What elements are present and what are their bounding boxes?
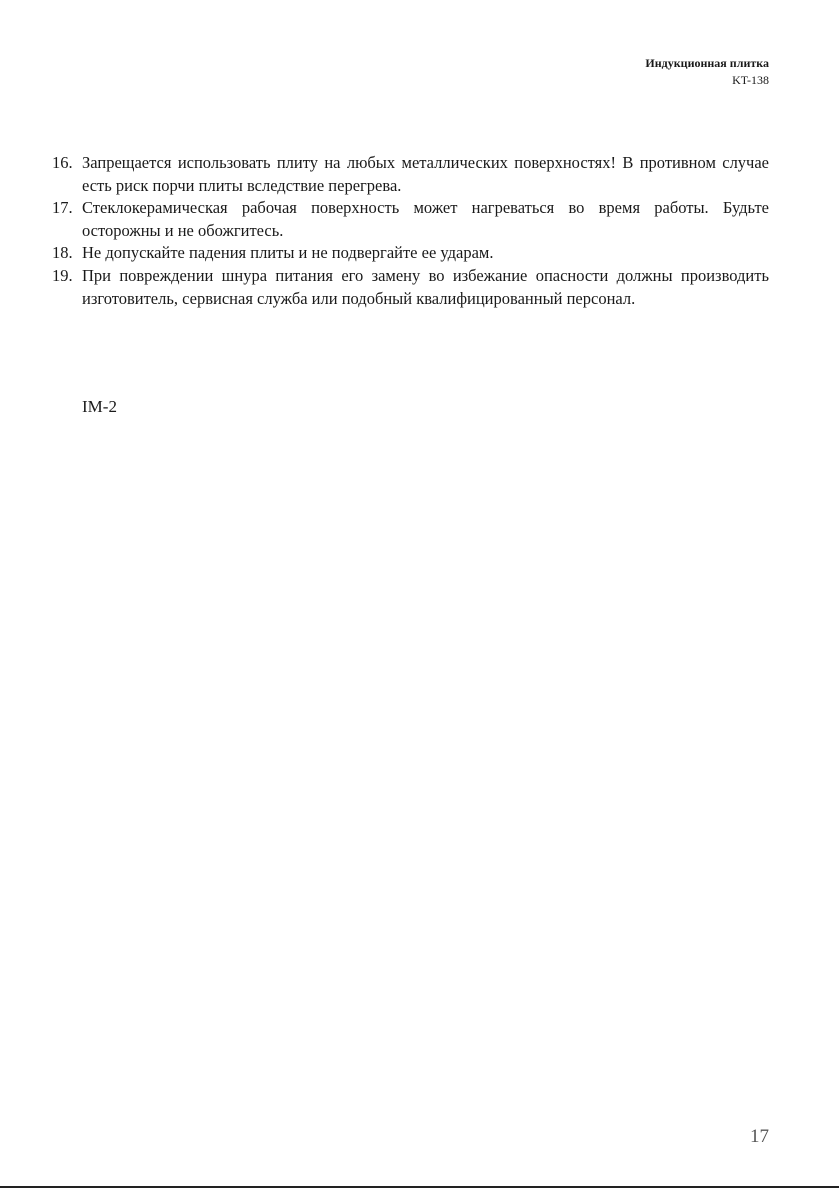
item-number: 16. [52, 153, 73, 172]
product-title: Индукционная плитка [645, 56, 769, 70]
page-header [645, 55, 769, 89]
item-text: Запрещается использовать плиту на любых металлических поверхностях! В противном случае есть риск порчи плиты вследствие перегрева. [82, 153, 769, 195]
item-text: Стеклокерамическая рабочая поверхность может нагреваться во время работы. Будьте осторожны и не обожгитесь. [82, 198, 769, 240]
list-item [52, 265, 769, 310]
item-number: 18. [52, 243, 73, 263]
bottom-divider [0, 1186, 839, 1188]
page-number: 17 [750, 1126, 769, 1147]
list-item [52, 242, 769, 265]
item-number: 17. [52, 198, 73, 218]
item-number: 19. [52, 265, 73, 285]
product-model: KT-138 [732, 73, 769, 87]
item-text: При повреждении шнура питания его замену во избежание опасности должны производить изготовитель, сервисная служба или подобный квалифицированный персонал. [82, 265, 769, 308]
document-code: IM-2 [82, 397, 117, 416]
item-text: Не допускайте падения плиты и не подвергайте ее ударам. [82, 243, 494, 263]
safety-instructions-list [52, 152, 769, 310]
list-item [52, 152, 769, 197]
list-item [52, 197, 769, 242]
